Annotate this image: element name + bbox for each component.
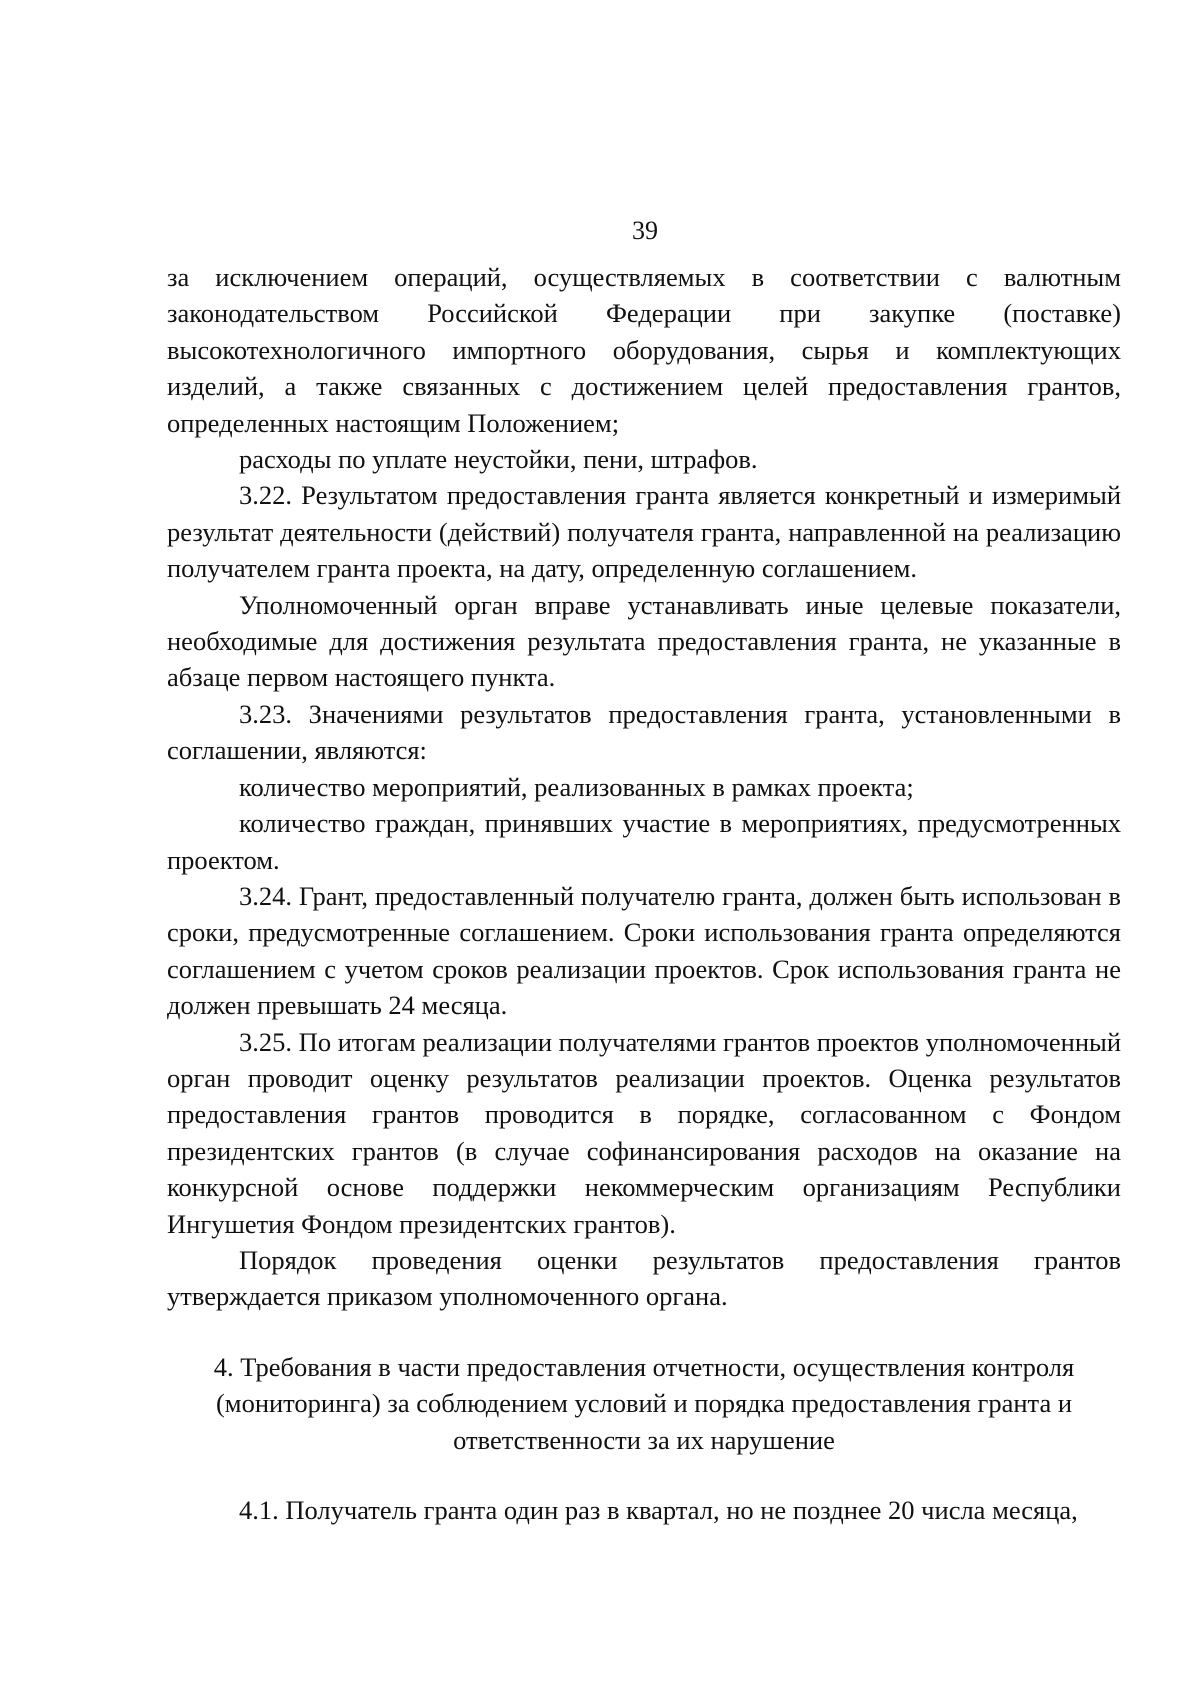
document-body xyxy=(167,259,1121,1528)
paragraph-3-25: 3.25. По итогам реализации получателями грантов проектов уполномоченный орган проводит оценку результатов реализации проектов. Оценка результатов предоставления грантов проводится в порядке, согласованном с Фондом президентских грантов (в случае софинансирования расходов на оказание на конкурсной основе поддержки некоммерческим организациям Республики Ингушетия Фондом президентских грантов). xyxy=(167,1026,1121,1239)
page-number: 39 xyxy=(632,216,658,245)
paragraph-citizens-count: количество граждан, принявших участие в мероприятиях, предусмотренных проектом. xyxy=(167,808,1121,875)
paragraph-3-24: 3.24. Грант, предоставленный получателю гранта, должен быть использован в сроки, предусмотренные соглашением. Сроки использования гранта определяются соглашением с учетом сроков реализации проектов. Срок использования гранта не должен превышать 24 месяца. xyxy=(167,880,1121,1021)
paragraph-target-indicators: Уполномоченный орган вправе устанавливать иные целевые показатели, необходимые для достижения результата предоставления гранта, не указанные в абзаце первом настоящего пункта. xyxy=(167,589,1121,693)
paragraph-penalties: расходы по уплате неустойки, пени, штрафов. xyxy=(239,444,758,475)
paragraph-events-count: количество мероприятий, реализованных в рамках проекта; xyxy=(239,771,914,802)
paragraph-3-23: 3.23. Значениями результатов предоставления гранта, установленными в соглашении, являются: xyxy=(167,698,1121,766)
section-title: 4. Требования в части предоставления отчетности, осуществления контроля (мониторинга) за соблюдением условий и порядка предоставления гранта и ответственности за их нарушение xyxy=(213,1351,1075,1455)
paragraph-3-22: 3.22. Результатом предоставления гранта является конкретный и измеримый результат деятельности (действий) получателя гранта, направленной на реализацию получателем гранта проекта, на дату, определенную соглашением. xyxy=(167,480,1121,584)
paragraph-evaluation-order: Порядок проведения оценки результатов предоставления грантов утверждается приказом уполномоченного органа. xyxy=(167,1244,1121,1312)
paragraph-4-1: 4.1. Получатель гранта один раз в квартал, но не позднее 20 числа месяца, xyxy=(239,1495,1078,1525)
paragraph-continuation: за исключением операций, осуществляемых в соответствии с валютным законодательством Российской Федерации при закупке (поставке) высокотехнологичного импортного оборудования, сырья и комплектующих изделий, а также связанных с достижением целей предоставления грантов, определенных настоящим Положением; xyxy=(167,262,1121,438)
